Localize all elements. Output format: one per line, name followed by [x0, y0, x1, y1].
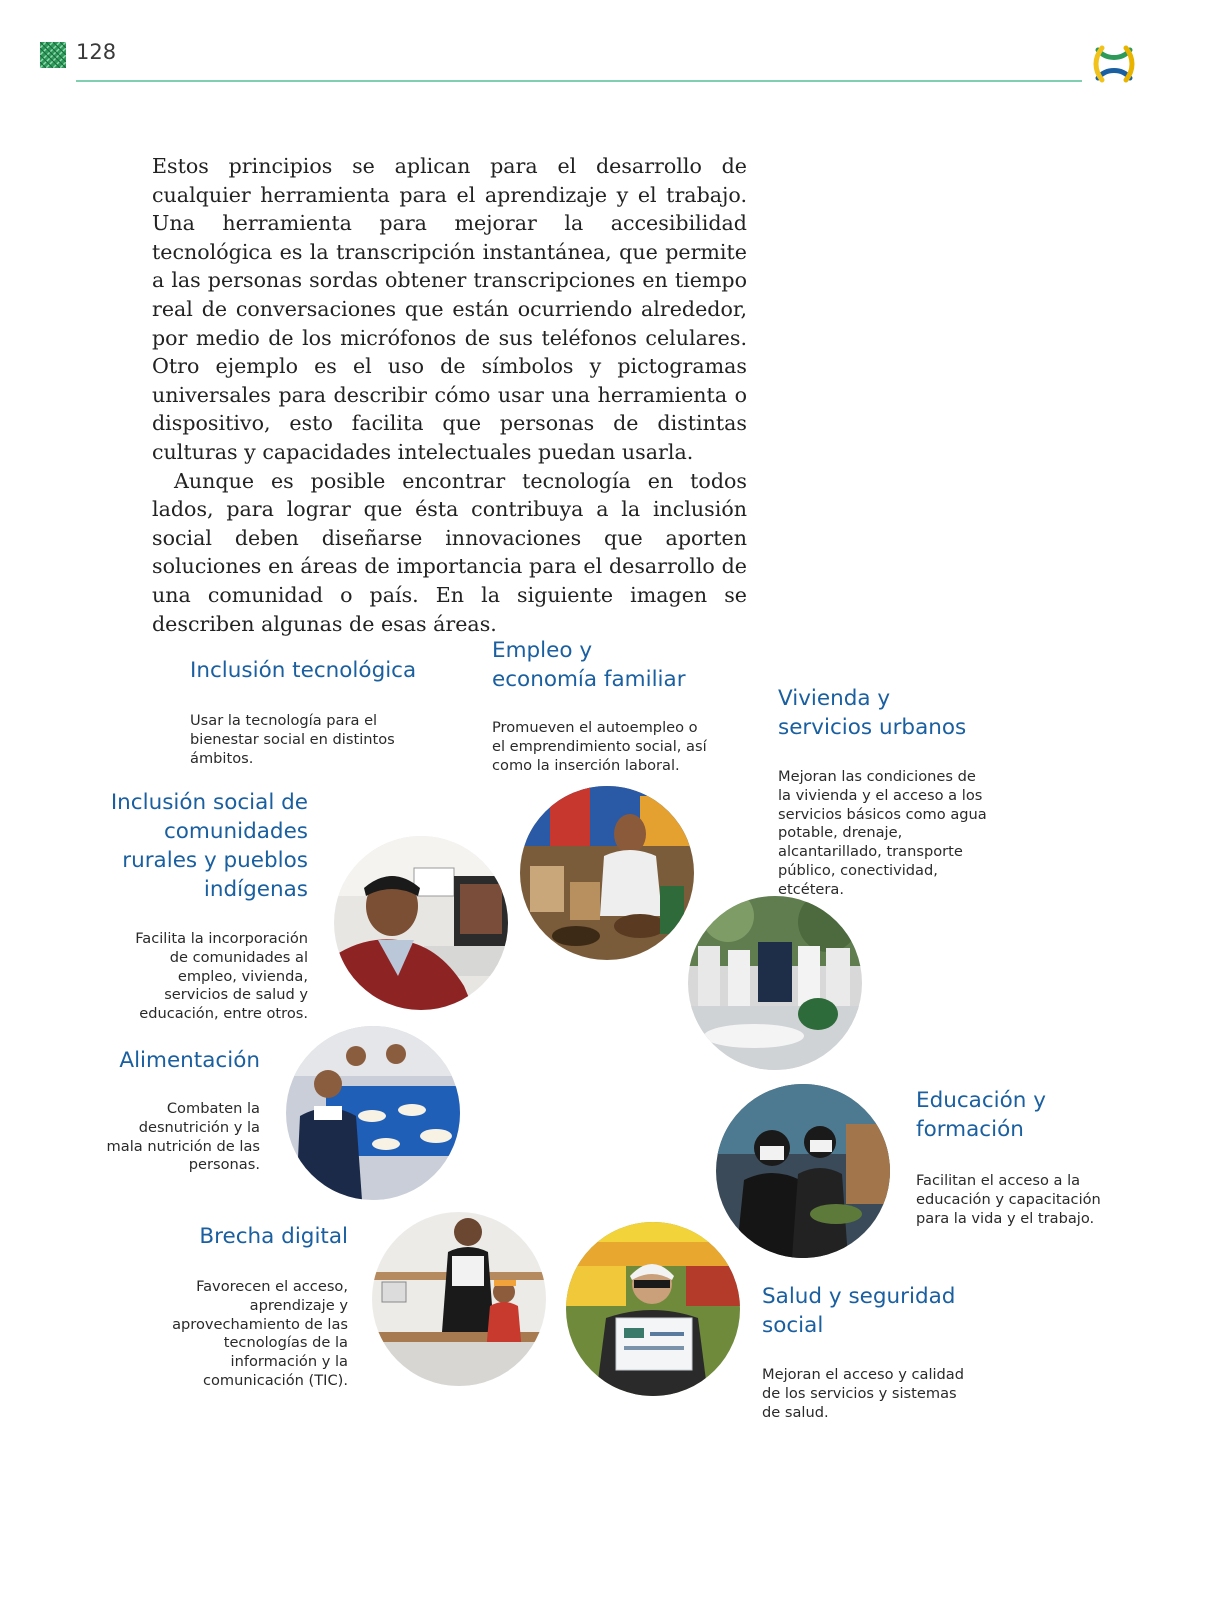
photo-community-workers — [688, 896, 862, 1070]
photo-masked-workers — [716, 1084, 890, 1258]
title-brecha-digital: Brecha digital — [199, 1224, 348, 1249]
photo-elderly-man-reading — [566, 1222, 740, 1396]
title-vivienda: Vivienda y servicios urbanos — [778, 686, 967, 740]
photo-man-at-computer — [334, 836, 508, 1010]
desc-inclusion-social: Facilita la incorporación de comunidades al empleo, vivienda, servicios de salud y educación, entre otros. — [135, 930, 308, 1023]
desc-salud: Mejoran el acceso y calidad de los servicios y sistemas de salud. — [762, 1366, 965, 1421]
body-text — [152, 152, 747, 638]
desc-educacion: Facilitan el acceso a la educación y capacitación para la vida y el trabajo. — [916, 1172, 1101, 1227]
title-inclusion-tecnologica: Inclusión tecnológica — [190, 658, 417, 683]
desc-empleo: Promueven el autoempleo o el emprendimiento social, así como la inserción laboral. — [492, 719, 707, 774]
title-alimentacion: Alimentación — [119, 1048, 260, 1073]
green-pattern-icon — [40, 42, 66, 68]
title-inclusion-social: Inclusión social de comunidades rurales y pueblos indígenas — [110, 790, 308, 902]
title-empleo: Empleo y economía familiar — [492, 638, 686, 692]
desc-brecha-digital: Favorecen el acceso, aprendizaje y aprovechamiento de las tecnologías de la información y la comunicación (TIC). — [172, 1278, 348, 1389]
title-salud: Salud y seguridad social — [762, 1284, 956, 1338]
paragraph-2: Aunque es posible encontrar tecnología en todos lados, para lograr que ésta contribuya a la inclusión social deben diseñarse innovaciones que aporten soluciones en áreas de importancia para el desarrollo de una comunidad o país. En la siguiente imagen se describen algunas de esas áreas. — [152, 468, 747, 636]
paragraph-1: Estos principios se aplican para el desarrollo de cualquier herramienta para el aprendizaje y el trabajo. Una herramienta para mejorar la accesibilidad tecnológica es la transcripción instantánea, que permite a las personas sordas obtener transcripciones en tiempo real de conversaciones que están ocurriendo alrededor, por medio de los micrófonos de sus teléfonos celulares. Otro ejemplo es el uso de símbolos y pictogramas universales para describir cómo usar una herramienta o dispositivo, esto facilita que personas de distintas culturas y capacidades intelectuales puedan usarla. — [152, 154, 747, 464]
photo-artisan-products — [520, 786, 694, 960]
title-educacion: Educación y formación — [916, 1088, 1046, 1142]
header-rule — [76, 80, 1082, 82]
photo-students-eating — [286, 1026, 460, 1200]
knot-logo-icon — [1092, 42, 1136, 86]
desc-inclusion-tecnologica: Usar la tecnología para el bienestar social en distintos ámbitos. — [190, 712, 395, 767]
page-number: 128 — [76, 40, 117, 64]
desc-vivienda: Mejoran las condiciones de la vivienda y el acceso a los servicios básicos como agua potable, drenaje, alcantarillado, transporte público, conectividad, etcétera. — [778, 768, 987, 898]
photo-computer-lab — [372, 1212, 546, 1386]
desc-alimentacion: Combaten la desnutrición y la mala nutrición de las personas. — [106, 1100, 260, 1174]
